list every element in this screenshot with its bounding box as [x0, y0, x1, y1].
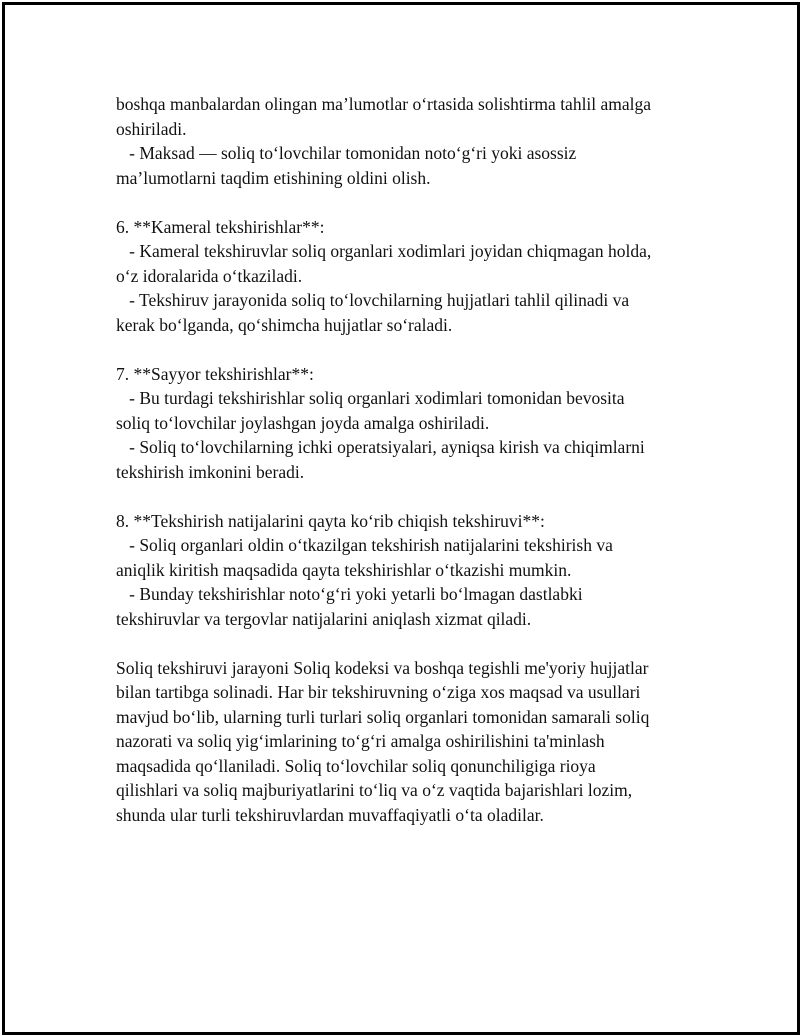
text-line: shunda ular turli tekshiruvlardan muvaffaqiyatli o‘ta oladilar. — [116, 804, 544, 825]
text-line: tekshirish imkonini beradi. — [116, 461, 305, 482]
section-review-inspections — [116, 509, 696, 632]
paragraph-spacer — [116, 190, 696, 215]
paragraph-spacer — [116, 337, 696, 362]
text-line: o‘z idoralarida o‘tkaziladi. — [116, 265, 303, 286]
text-line: - Soliq to‘lovchilarning ichki operatsiyalari, ayniqsa kirish va chiqimlarni — [116, 437, 645, 457]
text-line: tekshiruvlar va tergovlar natijalarini aniqlash xizmat qiladi. — [116, 608, 532, 629]
document-body — [116, 92, 696, 827]
section-kameral-inspections — [116, 215, 696, 338]
text-line: - Bu turdagi tekshirishlar soliq organlari xodimlari tomonidan bevosita — [116, 388, 625, 408]
text-line: kerak bo‘lganda, qo‘shimcha hujjatlar so‘raladi. — [116, 314, 453, 335]
paragraph-conclusion — [116, 656, 696, 828]
text-line: - Soliq organlari oldin o‘tkazilgan tekshirish natijalarini tekshirish va — [116, 535, 613, 555]
text-line: aniqlik kiritish maqsadida qayta tekshirishlar o‘tkazishi mumkin. — [116, 559, 572, 580]
text-line: boshqa manbalardan olingan ma’lumotlar o‘rtasida solishtirma tahlil amalga — [116, 94, 652, 114]
text-line: bilan tartibga solinadi. Har bir tekshiruvning o‘ziga xos maqsad va usullari — [116, 682, 641, 702]
text-line: oshiriladi. — [116, 118, 187, 139]
text-line: mavjud bo‘lib, ularning turli turlari soliq organlari tomonidan samarali soliq — [116, 706, 650, 727]
text-line: - Maksad — soliq to‘lovchilar tomonidan noto‘g‘ri yoki asossiz — [116, 143, 577, 163]
text-line: - Kameral tekshiruvlar soliq organlari xodimlari joyidan chiqmagan holda, — [116, 241, 652, 261]
section-field-inspections — [116, 362, 696, 485]
section-heading: 8. **Tekshirish natijalarini qayta ko‘rib chiqish tekshiruvi**: — [116, 510, 545, 531]
text-line: nazorati va soliq yig‘imlarining to‘g‘ri amalga oshirilishini ta'minlash — [116, 731, 605, 751]
section-heading: 7. **Sayyor tekshirishlar**: — [116, 363, 314, 384]
text-line: maqsadida qo‘llaniladi. Soliq to‘lovchilar soliq qonunchiligiga rioya — [116, 755, 596, 776]
text-line: - Bunday tekshirishlar noto‘g‘ri yoki yetarli bo‘lmagan dastlabki — [116, 584, 583, 604]
text-line: Soliq tekshiruvi jarayoni Soliq kodeksi va boshqa tegishli me'yoriy hujjatlar — [116, 657, 649, 678]
text-line: qilishlari va soliq majburiyatlarini to‘liq va o‘z vaqtida bajarishlari lozim, — [116, 780, 633, 800]
text-line: soliq to‘lovchilar joylashgan joyda amalga oshiriladi. — [116, 412, 490, 433]
text-line: - Tekshiruv jarayonida soliq to‘lovchilarning hujjatlari tahlil qilinadi va — [116, 290, 630, 310]
section-heading: 6. **Kameral tekshirishlar**: — [116, 216, 325, 237]
paragraph-spacer — [116, 484, 696, 509]
paragraph-comparison-analysis — [116, 92, 696, 190]
paragraph-spacer — [116, 631, 696, 656]
text-line: ma’lumotlarni taqdim etishining oldini olish. — [116, 167, 431, 188]
